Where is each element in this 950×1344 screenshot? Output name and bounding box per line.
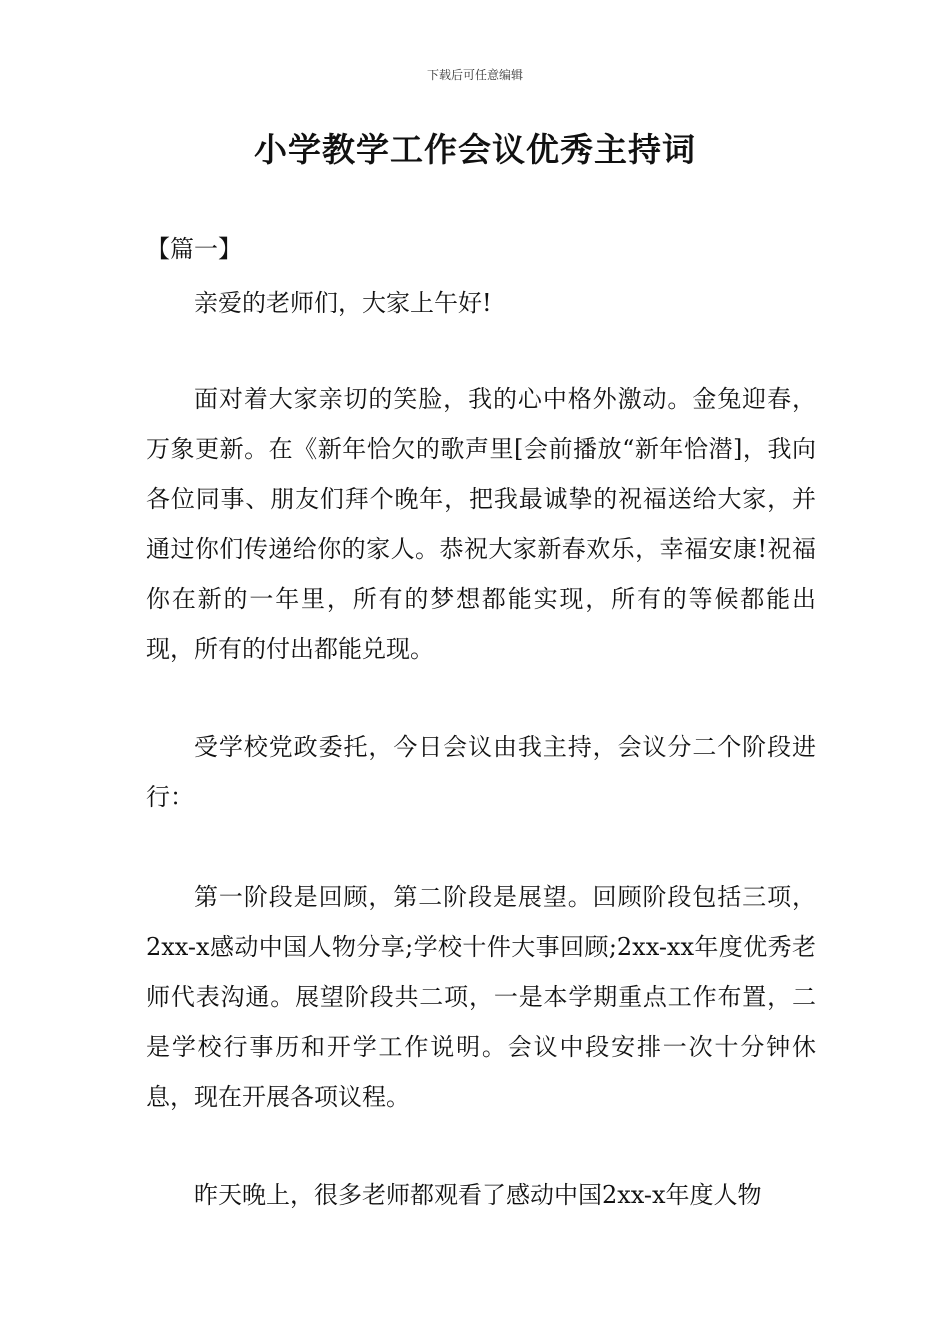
paragraph-meeting-stages: 第一阶段是回顾，第二阶段是展望。回顾阶段包括三项，2xx-x感动中国人物分享;学校十件大事回顾;2xx-xx年度优秀老师代表沟通。展望阶段共二项，一是本学期重点工作布置，二是学校行事历和开学工作说明。会议中段安排一次十分钟休息，现在开展各项议程。	[146, 883, 816, 1111]
header-note: 下载后可任意编辑	[426, 68, 523, 82]
paragraph-last-night: 昨天晚上，很多老师都观看了感动中国2xx-x年度人物	[194, 1181, 762, 1209]
section-label: 【篇一】	[146, 235, 242, 263]
paragraph-greeting: 亲爱的老师们，大家上午好!	[194, 289, 492, 317]
document-title: 小学教学工作会议优秀主持词	[254, 130, 696, 169]
paragraph-meeting-intro: 受学校党政委托，今日会议由我主持，会议分二个阶段进行：	[146, 733, 816, 811]
paragraph-new-year-wishes: 面对着大家亲切的笑脸，我的心中格外激动。金兔迎春，万象更新。在《新年恰欠的歌声里[会前播放“新年恰潜]，我向各位同事、朋友们拜个晚年，把我最诚挚的祝福送给大家，并通过你们传递给你的家人。恭祝大家新春欢乐，幸福安康!祝福你在新的一年里，所有的梦想都能实现，所有的等候都能出现，所有的付出都能兑现。	[146, 385, 816, 663]
